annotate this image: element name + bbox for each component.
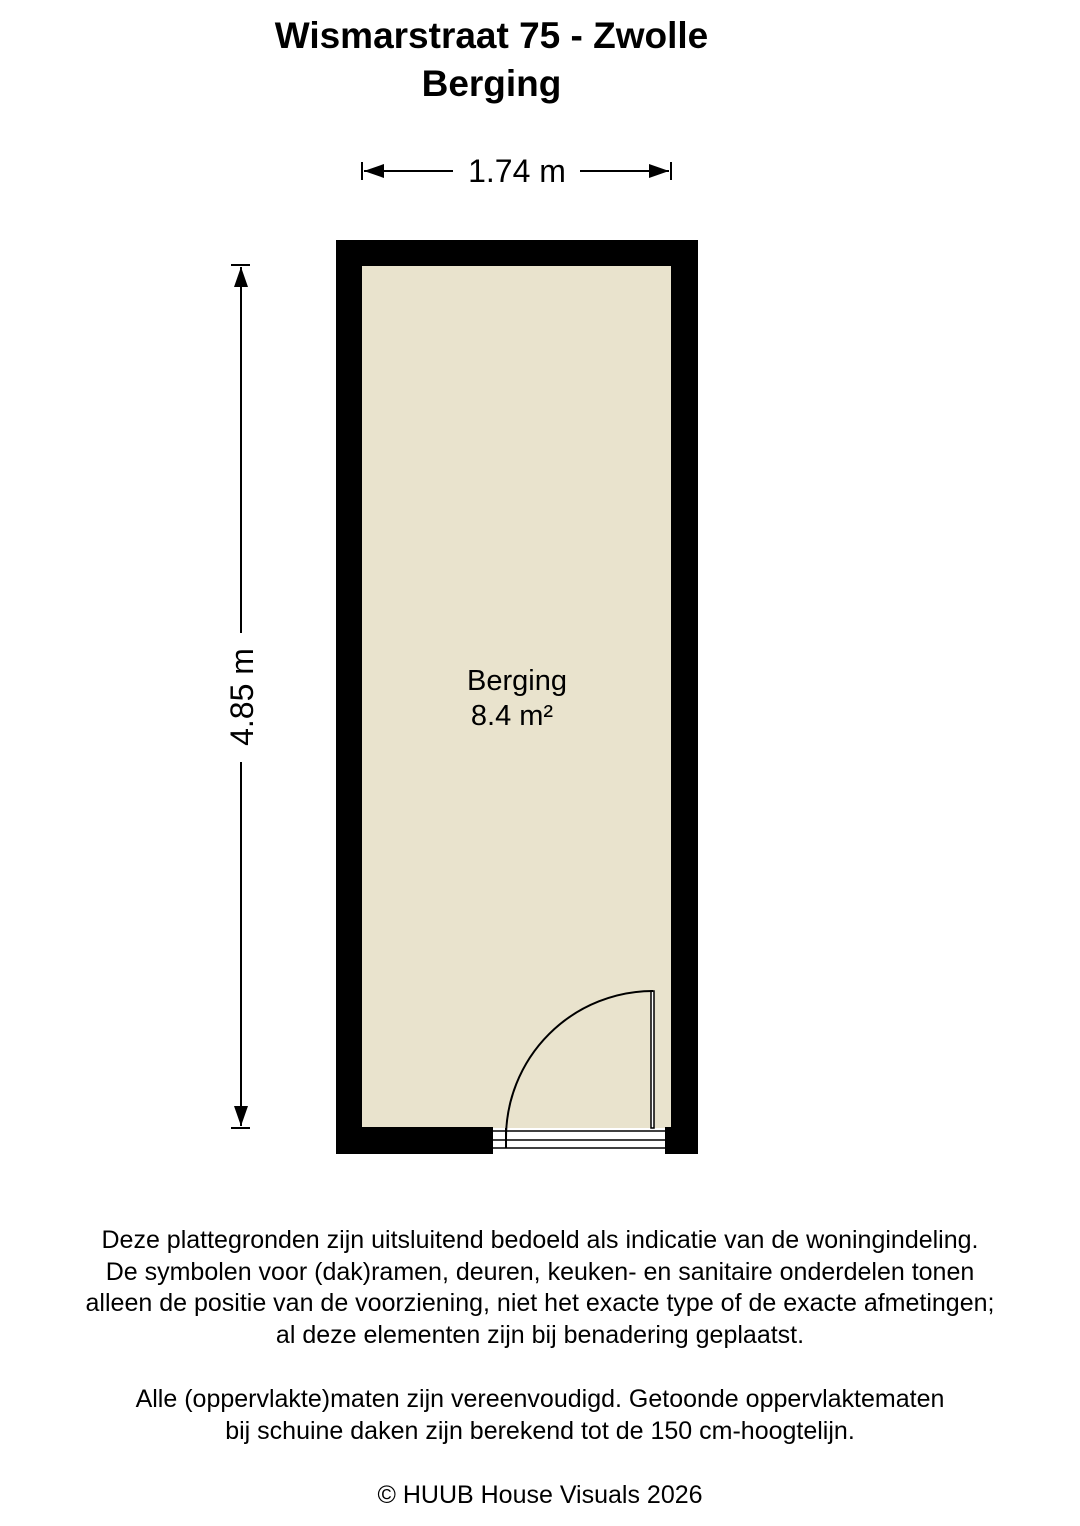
dimension-arrow (649, 164, 669, 178)
page-title: Wismarstraat 75 - Zwolle (274, 15, 709, 56)
wall-bottom-left (336, 1127, 492, 1154)
copyright-notice: © HUUB House Visuals 2026 (377, 1481, 703, 1509)
disclaimer-line: Deze plattegronden zijn uitsluitend bedoeld als indicatie van de woningindeling. (101, 1226, 979, 1254)
wall-top (336, 240, 698, 266)
width-dimension-label: 1.74 m (468, 153, 566, 189)
disclaimer-line: alleen de positie van de voorziening, niet het exacte type of de exacte afmetingen; (85, 1289, 995, 1317)
room-name: Berging (467, 665, 567, 697)
wall-left (336, 240, 362, 1154)
door-leaf (651, 991, 654, 1128)
disclaimer-paragraph (0, 1384, 1080, 1447)
page-subtitle: Berging (421, 63, 562, 104)
disclaimer-line: De symbolen voor (dak)ramen, deuren, keuken- en sanitaire onderdelen tonen (105, 1257, 975, 1286)
dimension-arrow (234, 1106, 248, 1126)
dimension-arrow (234, 267, 248, 287)
depth-dimension-label: 4.85 m (224, 648, 260, 746)
room-area: 8.4 m² (470, 700, 554, 732)
wall-bottom-right (666, 1127, 698, 1154)
disclaimer-paragraph (0, 1225, 1080, 1351)
dimension-arrow (364, 164, 384, 178)
disclaimer-line: al deze elementen zijn bij benadering geplaatst. (275, 1320, 805, 1349)
wall-right (671, 240, 698, 1154)
disclaimer-line: Alle (oppervlakte)maten zijn vereenvoudigd. Getoonde oppervlaktematen (135, 1385, 945, 1413)
disclaimer-line: bij schuine daken zijn berekend tot de 150 cm-hoogtelijn. (225, 1416, 855, 1445)
